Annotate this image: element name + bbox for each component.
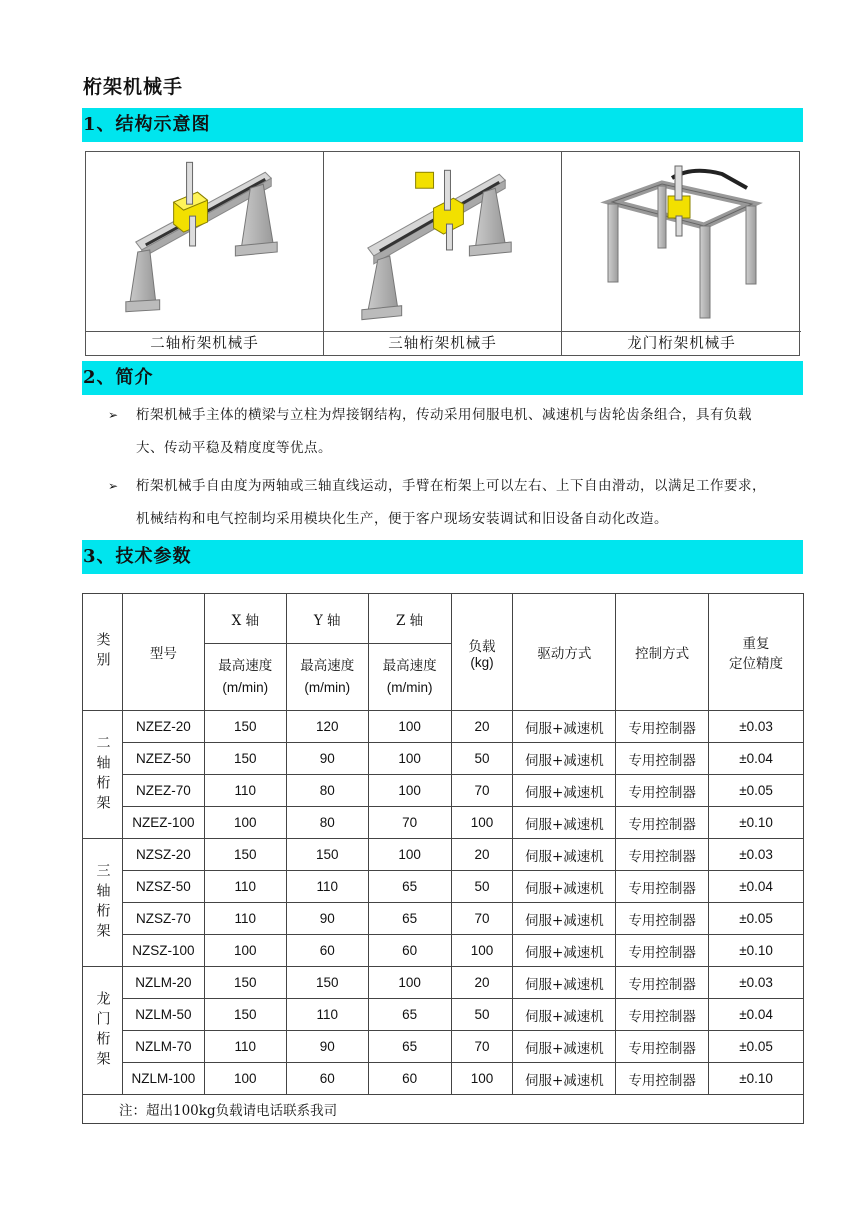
table-row (83, 903, 804, 935)
figure-caption: 二轴桁架机械手 (86, 331, 323, 355)
intro-text-line: 桁架机械手主体的横梁与立柱为焊接钢结构，传动采用伺服电机、减速机与齿轮齿条组合，具有负载 (136, 407, 752, 423)
table-row (83, 807, 804, 839)
cell-control: 专用控制器 (616, 871, 709, 903)
cell-precision: ±0.04 (709, 999, 804, 1031)
header-control: 控制方式 (616, 594, 709, 711)
cell-load: 70 (451, 1031, 513, 1063)
table-row (83, 743, 804, 775)
cell-x: 150 (204, 999, 286, 1031)
cell-z: 60 (368, 935, 451, 967)
header-load-unit: (kg) (470, 654, 494, 670)
cell-x: 100 (204, 935, 286, 967)
table-row (83, 1031, 804, 1063)
cell-control: 专用控制器 (616, 1031, 709, 1063)
table-row (83, 871, 804, 903)
cell-load: 100 (451, 1063, 513, 1095)
cell-drive: 伺服+减速机 (513, 903, 616, 935)
cell-precision: ±0.03 (709, 711, 804, 743)
cell-z: 70 (368, 807, 451, 839)
intro-bullet (108, 470, 808, 536)
cell-precision: ±0.04 (709, 871, 804, 903)
cell-x: 110 (204, 903, 286, 935)
cell-model: NZLM-100 (122, 1063, 204, 1095)
category-text: 三轴桁架 (94, 862, 111, 943)
cell-model: NZSZ-100 (122, 935, 204, 967)
cell-drive: 伺服+减速机 (513, 807, 616, 839)
header-speed-unit: (m/min) (386, 680, 433, 695)
cell-y: 90 (286, 743, 368, 775)
cell-control: 专用控制器 (616, 743, 709, 775)
cell-model: NZEZ-50 (122, 743, 204, 775)
cell-control: 专用控制器 (616, 839, 709, 871)
cell-precision: ±0.10 (709, 1063, 804, 1095)
cell-load: 20 (451, 711, 513, 743)
cell-y: 90 (286, 1031, 368, 1063)
cell-drive: 伺服+减速机 (513, 935, 616, 967)
cell-precision: ±0.10 (709, 935, 804, 967)
header-precision-line: 定位精度 (729, 656, 784, 672)
cell-load: 50 (451, 743, 513, 775)
intro-text-line: 机械结构和电气控制均采用模块化生产，便于客户现场安装调试和旧设备自动化改造。 (136, 511, 668, 527)
cell-precision: ±0.05 (709, 775, 804, 807)
tech-params-table (82, 593, 804, 1124)
cell-drive: 伺服+减速机 (513, 775, 616, 807)
category-cell (83, 967, 123, 1095)
cell-z: 100 (368, 967, 451, 999)
arrow-bullet-icon: ➢ (108, 408, 119, 422)
header-category-text: 类别 (94, 632, 111, 672)
portal-gantry-illustration (562, 152, 801, 332)
cell-model: NZEZ-100 (122, 807, 204, 839)
header-z-axis: Z 轴 (368, 594, 451, 644)
header-precision (709, 594, 804, 711)
cell-model: NZLM-20 (122, 967, 204, 999)
arrow-bullet-icon: ➢ (108, 479, 119, 493)
cell-precision: ±0.05 (709, 1031, 804, 1063)
cell-drive: 伺服+减速机 (513, 999, 616, 1031)
table-row (83, 1063, 804, 1095)
cell-y: 60 (286, 1063, 368, 1095)
cell-x: 100 (204, 807, 286, 839)
table-row (83, 839, 804, 871)
figure-caption: 龙门桁架机械手 (562, 331, 801, 355)
figure-table (85, 151, 800, 356)
cell-load: 70 (451, 775, 513, 807)
cell-control: 专用控制器 (616, 903, 709, 935)
cell-z: 100 (368, 711, 451, 743)
cell-x: 110 (204, 871, 286, 903)
figure-caption: 三轴桁架机械手 (324, 331, 561, 355)
cell-precision: ±0.04 (709, 743, 804, 775)
header-load-label: 负载 (468, 638, 496, 655)
cell-control: 专用控制器 (616, 1063, 709, 1095)
cell-z: 100 (368, 775, 451, 807)
header-speed-unit: (m/min) (222, 680, 269, 695)
header-x-speed (204, 644, 286, 711)
cell-drive: 伺服+减速机 (513, 839, 616, 871)
intro-text-line: 桁架机械手自由度为两轴或三轴直线运动，手臂在桁架上可以左右、上下自由滑动，以满足工作要求， (136, 478, 766, 494)
cell-z: 60 (368, 1063, 451, 1095)
header-y-axis: Y 轴 (286, 594, 368, 644)
table-note: 注：超出100kg负载请电话联系我司 (83, 1095, 804, 1124)
cell-drive: 伺服+减速机 (513, 1031, 616, 1063)
cell-z: 65 (368, 999, 451, 1031)
cell-control: 专用控制器 (616, 711, 709, 743)
table-row (83, 711, 804, 743)
category-text: 龙门桁架 (94, 990, 111, 1071)
cell-y: 150 (286, 967, 368, 999)
cell-z: 65 (368, 903, 451, 935)
figure-cell-three-axis (324, 152, 562, 355)
cell-drive: 伺服+减速机 (513, 1063, 616, 1095)
cell-x: 100 (204, 1063, 286, 1095)
figure-cell-two-axis (86, 152, 324, 355)
cell-y: 150 (286, 839, 368, 871)
header-model: 型号 (122, 594, 204, 711)
cell-control: 专用控制器 (616, 935, 709, 967)
cell-y: 60 (286, 935, 368, 967)
cell-z: 65 (368, 1031, 451, 1063)
cell-control: 专用控制器 (616, 807, 709, 839)
intro-text-line: 大、传动平稳及精度度等优点。 (136, 440, 332, 456)
header-precision-line: 重复 (742, 636, 770, 652)
section-heading-params: 3、技术参数 (82, 540, 803, 574)
cell-z: 100 (368, 839, 451, 871)
category-cell (83, 711, 123, 839)
header-load (451, 594, 513, 711)
table-row (83, 999, 804, 1031)
cell-precision: ±0.03 (709, 967, 804, 999)
cell-model: NZSZ-70 (122, 903, 204, 935)
header-z-speed (368, 644, 451, 711)
header-x-axis: X 轴 (204, 594, 286, 644)
cell-y: 80 (286, 775, 368, 807)
cell-precision: ±0.10 (709, 807, 804, 839)
table-row (83, 967, 804, 999)
page-title: 桁架机械手 (83, 76, 184, 98)
cell-model: NZSZ-20 (122, 839, 204, 871)
cell-control: 专用控制器 (616, 967, 709, 999)
cell-x: 110 (204, 775, 286, 807)
header-speed-label: 最高速度 (382, 658, 437, 674)
cell-x: 150 (204, 743, 286, 775)
cell-y: 110 (286, 871, 368, 903)
cell-y: 90 (286, 903, 368, 935)
cell-drive: 伺服+减速机 (513, 743, 616, 775)
cell-drive: 伺服+减速机 (513, 711, 616, 743)
cell-x: 150 (204, 711, 286, 743)
section-heading-intro: 2、简介 (82, 361, 803, 395)
cell-load: 50 (451, 999, 513, 1031)
intro-bullet (108, 399, 808, 465)
header-y-speed (286, 644, 368, 711)
cell-control: 专用控制器 (616, 999, 709, 1031)
cell-y: 120 (286, 711, 368, 743)
header-speed-unit: (m/min) (304, 680, 351, 695)
cell-model: NZLM-70 (122, 1031, 204, 1063)
cell-y: 110 (286, 999, 368, 1031)
table-row (83, 935, 804, 967)
cell-x: 110 (204, 1031, 286, 1063)
table-row (83, 775, 804, 807)
cell-precision: ±0.05 (709, 903, 804, 935)
header-drive: 驱动方式 (513, 594, 616, 711)
section-heading-structure: 1、结构示意图 (82, 108, 803, 142)
cell-load: 100 (451, 807, 513, 839)
cell-load: 100 (451, 935, 513, 967)
cell-model: NZSZ-50 (122, 871, 204, 903)
cell-control: 专用控制器 (616, 775, 709, 807)
cell-model: NZLM-50 (122, 999, 204, 1031)
cell-load: 50 (451, 871, 513, 903)
cell-load: 20 (451, 839, 513, 871)
cell-drive: 伺服+减速机 (513, 871, 616, 903)
cell-x: 150 (204, 967, 286, 999)
figure-cell-portal (562, 152, 801, 355)
cell-precision: ±0.03 (709, 839, 804, 871)
category-text: 二轴桁架 (94, 734, 111, 815)
cell-x: 150 (204, 839, 286, 871)
header-category (83, 594, 123, 711)
cell-z: 65 (368, 871, 451, 903)
cell-model: NZEZ-20 (122, 711, 204, 743)
cell-drive: 伺服+减速机 (513, 967, 616, 999)
cell-y: 80 (286, 807, 368, 839)
header-speed-label: 最高速度 (218, 658, 273, 674)
cell-load: 70 (451, 903, 513, 935)
cell-z: 100 (368, 743, 451, 775)
cell-model: NZEZ-70 (122, 775, 204, 807)
two-axis-gantry-illustration (86, 152, 323, 332)
cell-load: 20 (451, 967, 513, 999)
three-axis-gantry-illustration (324, 152, 561, 332)
header-speed-label: 最高速度 (300, 658, 355, 674)
category-cell (83, 839, 123, 967)
